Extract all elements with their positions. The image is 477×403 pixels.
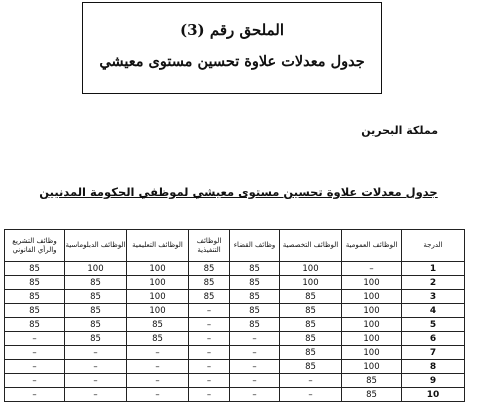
rate-cell: –: [230, 332, 280, 346]
rate-cell: –: [230, 388, 280, 402]
annex-header-box: [82, 2, 382, 94]
rate-cell: 85: [65, 318, 127, 332]
rate-cell: 100: [342, 360, 402, 374]
grade-cell: 6: [402, 332, 465, 346]
rate-cell: 100: [65, 262, 127, 276]
column-header: الدرجة: [402, 230, 465, 262]
grade-cell: 8: [402, 360, 465, 374]
rate-cell: 85: [342, 374, 402, 388]
rate-cell: 85: [280, 332, 342, 346]
rate-cell: 100: [127, 262, 189, 276]
grade-cell: 1: [402, 262, 465, 276]
table-row: [5, 388, 465, 402]
rate-cell: –: [65, 360, 127, 374]
rate-cell: –: [65, 374, 127, 388]
rate-cell: 85: [5, 276, 65, 290]
table-row: [5, 346, 465, 360]
rate-cell: 85: [127, 332, 189, 346]
rate-cell: –: [65, 388, 127, 402]
rate-cell: 100: [127, 276, 189, 290]
grade-cell: 3: [402, 290, 465, 304]
rate-cell: –: [127, 360, 189, 374]
rate-cell: 100: [342, 276, 402, 290]
rate-cell: –: [189, 388, 230, 402]
rate-cell: –: [65, 346, 127, 360]
rate-cell: 85: [65, 276, 127, 290]
table-header-row: [5, 230, 465, 262]
column-header: الوظائف التخصصية: [280, 230, 342, 262]
rate-cell: 100: [342, 290, 402, 304]
rate-cell: 85: [280, 318, 342, 332]
table-row: [5, 304, 465, 318]
table-row: [5, 360, 465, 374]
rate-cell: 100: [342, 332, 402, 346]
rate-cell: –: [280, 388, 342, 402]
rate-cell: –: [127, 374, 189, 388]
rate-cell: 85: [65, 304, 127, 318]
column-header: وظائف التشريع والرأي القانوني: [5, 230, 65, 262]
rate-cell: 100: [280, 276, 342, 290]
rate-cell: 100: [342, 318, 402, 332]
column-header: وظائف القضاء: [230, 230, 280, 262]
rate-cell: 100: [342, 304, 402, 318]
rate-cell: 85: [5, 290, 65, 304]
table-title: جدول معدلات علاوة تحسين مستوى معيشي لموظفي الحكومة المدنيين: [39, 185, 438, 199]
rate-cell: –: [189, 360, 230, 374]
rate-cell: –: [127, 388, 189, 402]
rate-cell: –: [189, 318, 230, 332]
column-header: الوظائف العمومية: [342, 230, 402, 262]
grade-cell: 5: [402, 318, 465, 332]
grade-cell: 9: [402, 374, 465, 388]
rate-cell: –: [189, 332, 230, 346]
table-row: [5, 276, 465, 290]
column-header: الوظائف التعليمية: [127, 230, 189, 262]
rate-cell: –: [342, 262, 402, 276]
rate-cell: –: [230, 360, 280, 374]
grade-cell: 2: [402, 276, 465, 290]
rate-cell: –: [189, 374, 230, 388]
rate-cell: –: [5, 360, 65, 374]
table-row: [5, 332, 465, 346]
table-row: [5, 318, 465, 332]
rate-cell: 85: [5, 318, 65, 332]
table-row: [5, 374, 465, 388]
rate-cell: 85: [5, 262, 65, 276]
rate-cell: 85: [280, 304, 342, 318]
rate-cell: 85: [189, 262, 230, 276]
rate-cell: –: [5, 374, 65, 388]
rate-cell: 100: [127, 290, 189, 304]
rate-cell: 85: [280, 360, 342, 374]
rate-cell: 100: [127, 304, 189, 318]
rate-cell: 85: [189, 290, 230, 304]
rate-cell: 85: [230, 304, 280, 318]
rate-cell: 85: [280, 346, 342, 360]
rate-cell: –: [189, 304, 230, 318]
rate-cell: 100: [342, 346, 402, 360]
rate-cell: 85: [230, 262, 280, 276]
rate-cell: 85: [342, 388, 402, 402]
rate-cell: 100: [280, 262, 342, 276]
rate-cell: 85: [65, 332, 127, 346]
rate-cell: 85: [230, 318, 280, 332]
rate-cell: –: [280, 374, 342, 388]
rate-cell: –: [230, 374, 280, 388]
allowance-rates-table: [4, 229, 465, 402]
rate-cell: 85: [280, 290, 342, 304]
rate-cell: –: [5, 346, 65, 360]
country-name: مملكة البحرين: [361, 124, 438, 137]
rate-cell: –: [5, 388, 65, 402]
rate-cell: –: [127, 346, 189, 360]
grade-cell: 10: [402, 388, 465, 402]
table-row: [5, 262, 465, 276]
rate-cell: 85: [65, 290, 127, 304]
table-row: [5, 290, 465, 304]
grade-cell: 7: [402, 346, 465, 360]
column-header: الوظائف الدبلوماسية: [65, 230, 127, 262]
column-header: الوظائف التنفيذية: [189, 230, 230, 262]
annex-subtitle: جدول معدلات علاوة تحسين مستوى معيشي: [99, 53, 365, 70]
rate-cell: 85: [127, 318, 189, 332]
rate-cell: 85: [230, 276, 280, 290]
table-body: [5, 262, 465, 402]
rate-cell: 85: [230, 290, 280, 304]
rate-cell: –: [189, 346, 230, 360]
grade-cell: 4: [402, 304, 465, 318]
annex-title: الملحق رقم (3): [179, 21, 285, 39]
rate-cell: 85: [5, 304, 65, 318]
rate-cell: –: [5, 332, 65, 346]
rate-cell: 85: [189, 276, 230, 290]
rate-cell: –: [230, 346, 280, 360]
